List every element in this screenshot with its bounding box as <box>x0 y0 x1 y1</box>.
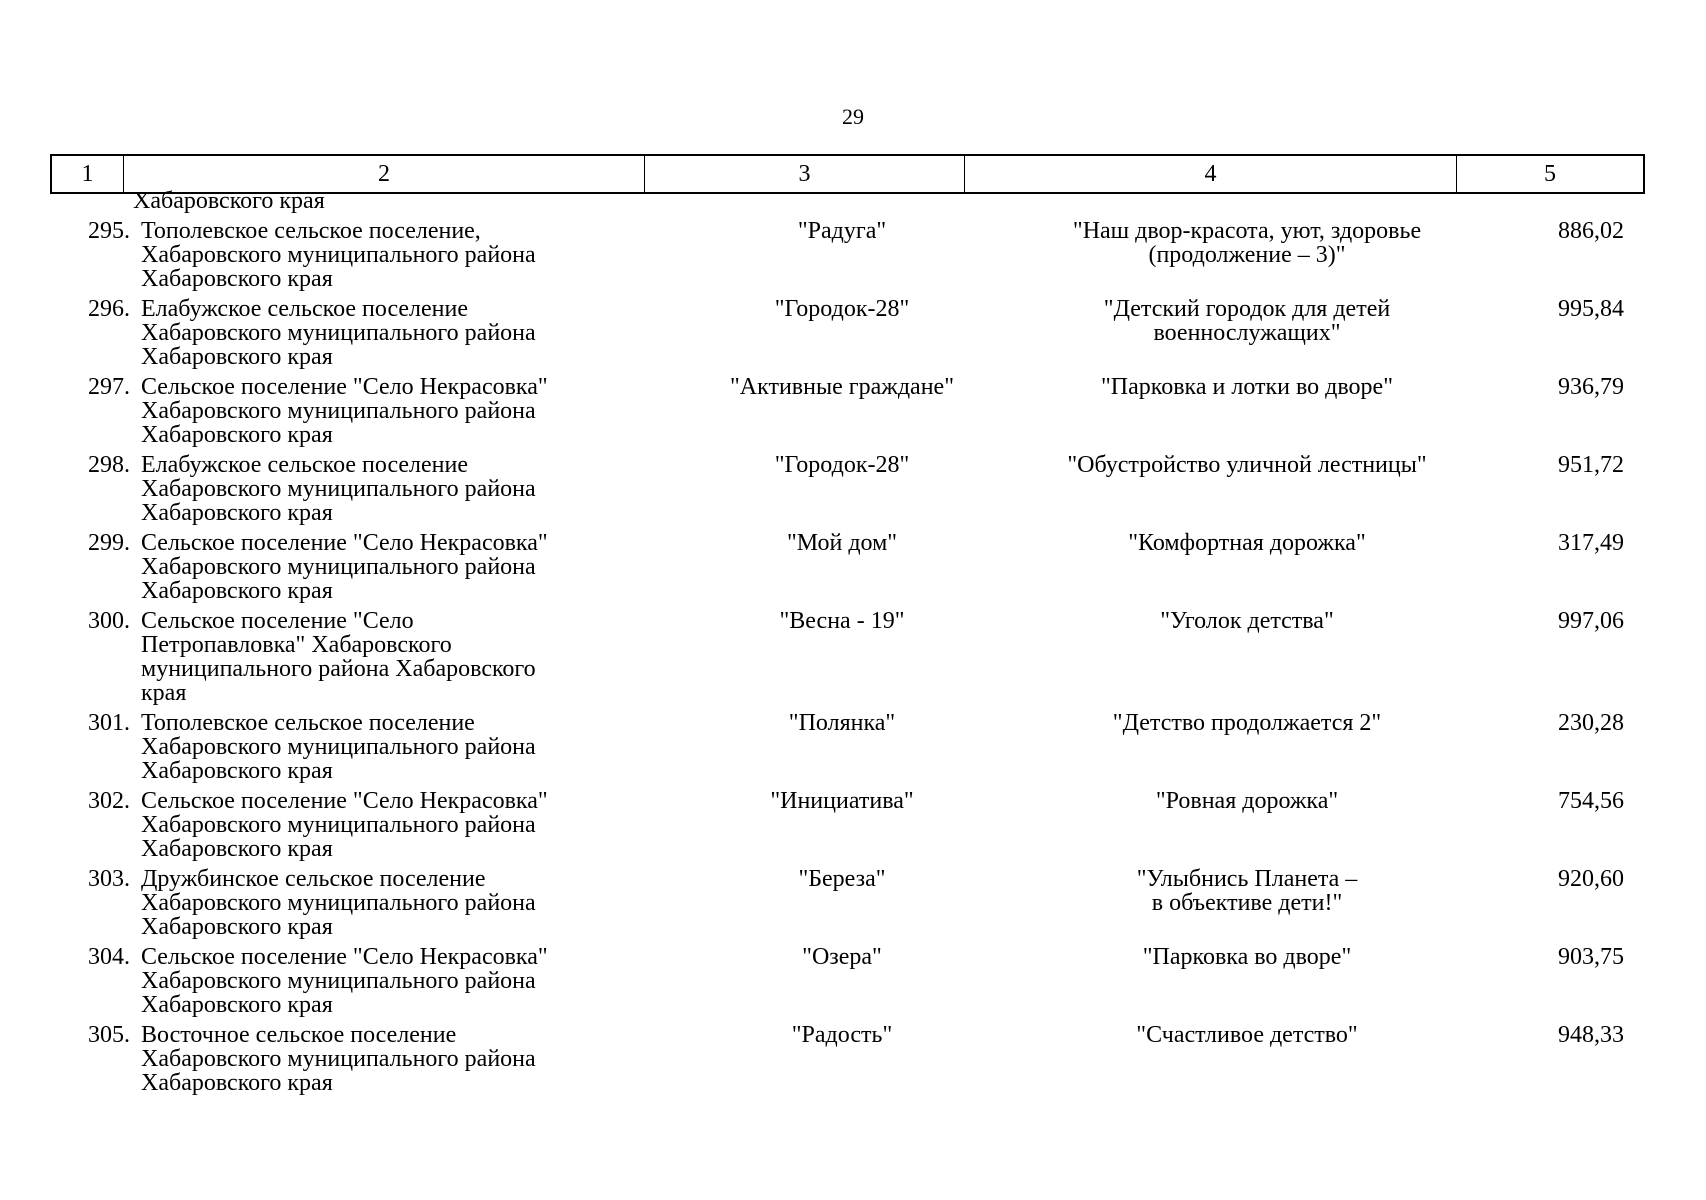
row-number: 298. <box>88 452 130 478</box>
settlement-name-line: Сельское поселение "Село Некрасовка" <box>141 530 548 556</box>
row-number: 299. <box>88 530 130 556</box>
table-row <box>50 945 1650 1017</box>
settlement-name <box>132 297 662 369</box>
settlement-name <box>132 711 662 783</box>
settlement-name-line: Хабаровского муниципального района <box>141 968 536 994</box>
row-number: 295. <box>88 218 130 244</box>
header-col-5: 5 <box>1544 161 1556 187</box>
organization-name: "Радуга" <box>797 218 887 244</box>
row-number: 301. <box>88 710 130 736</box>
settlement-name-line: Хабаровского края <box>141 578 333 604</box>
amount: 903,75 <box>1558 944 1624 970</box>
project-name-line: "Ровная дорожка" <box>1155 788 1339 814</box>
table-row <box>50 375 1650 447</box>
settlement-name-line: Хабаровского края <box>141 500 333 526</box>
project-name <box>1022 375 1472 447</box>
header-col-4: 4 <box>965 156 1457 192</box>
project-name-line: "Улыбнись Планета – <box>1136 866 1358 892</box>
settlement-name-line: Хабаровского муниципального района <box>141 812 536 838</box>
row-number: 302. <box>88 788 130 814</box>
row-number: 300. <box>88 608 130 634</box>
amount: 948,33 <box>1558 1022 1624 1048</box>
organization-name: "Весна - 19" <box>779 608 905 634</box>
organization-name: "Мой дом" <box>786 530 898 556</box>
project-name-line: "Уголок детства" <box>1160 608 1334 634</box>
settlement-name <box>132 219 662 291</box>
project-name-line: "Парковка и лотки во дворе" <box>1101 374 1393 400</box>
project-name-line: (продолжение – 3)" <box>1148 242 1346 268</box>
settlement-name-line: Дружбинское сельское поселение <box>141 866 486 892</box>
organization-name: "Радость" <box>791 1022 893 1048</box>
header-col-3: 3 <box>645 156 965 192</box>
amount: 936,79 <box>1558 374 1624 400</box>
settlement-name <box>132 867 662 939</box>
row-number: 296. <box>88 296 130 322</box>
organization-name: "Активные граждане" <box>730 374 954 400</box>
settlement-name-line: муниципального района Хабаровского <box>141 656 536 682</box>
table-row <box>50 297 1650 369</box>
row-number: 303. <box>88 866 130 892</box>
settlement-name-line: Сельское поселение "Село Некрасовка" <box>141 374 548 400</box>
page-number: 29 <box>842 104 864 129</box>
settlement-name-line: Сельское поселение "Село Некрасовка" <box>141 944 548 970</box>
project-name <box>1022 453 1472 525</box>
settlement-name-line: Петропавловка" Хабаровского <box>141 632 452 658</box>
table-row <box>50 609 1650 705</box>
project-name-line: "Обустройство уличной лестницы" <box>1067 452 1427 478</box>
project-name <box>1022 297 1472 369</box>
table-row <box>50 219 1650 291</box>
settlement-name <box>132 453 662 525</box>
project-name-line: "Комфортная дорожка" <box>1128 530 1366 556</box>
row-number: 304. <box>88 944 130 970</box>
project-name <box>1022 1023 1472 1095</box>
settlement-name <box>132 1023 662 1095</box>
project-name <box>1022 945 1472 1017</box>
project-name-line: "Наш двор-красота, уют, здоровье <box>1072 218 1422 244</box>
settlement-name-line: Хабаровского муниципального района <box>141 554 536 580</box>
settlement-name-line: Елабужское сельское поселение <box>141 452 469 478</box>
settlement-name-line: Хабаровского края <box>141 266 333 292</box>
settlement-name-line: Сельское поселение "Село <box>141 608 414 634</box>
settlement-name-line: Хабаровского муниципального района <box>141 1046 536 1072</box>
settlement-name-line: края <box>141 680 187 706</box>
table-body <box>50 219 1650 1101</box>
project-name <box>1022 867 1472 939</box>
settlement-name-line: Тополевское сельское поселение <box>141 710 475 736</box>
row-number: 305. <box>88 1022 130 1048</box>
settlement-name <box>132 531 662 603</box>
settlement-name-line: Тополевское сельское поселение, <box>141 218 481 244</box>
project-name-line: "Парковка во дворе" <box>1142 944 1352 970</box>
project-name <box>1022 789 1472 861</box>
settlement-name <box>132 789 662 861</box>
settlement-name <box>132 609 662 705</box>
row-number: 297. <box>88 374 130 400</box>
header-col-1: 1 <box>52 156 124 192</box>
settlement-name-line: Хабаровского края <box>141 914 333 940</box>
settlement-name <box>132 375 662 447</box>
project-name-line: "Детский городок для детей <box>1103 296 1391 322</box>
settlement-name-line: Хабаровского края <box>141 836 333 862</box>
organization-name: "Береза" <box>798 866 886 892</box>
organization-name: "Инициатива" <box>770 788 914 814</box>
project-name-line: в объективе дети!" <box>1151 890 1343 916</box>
project-name <box>1022 219 1472 291</box>
organization-name: "Городок-28" <box>774 452 910 478</box>
project-name-line: "Счастливое детство" <box>1136 1022 1358 1048</box>
table-row <box>50 531 1650 603</box>
settlement-name-line: Хабаровского края <box>141 758 333 784</box>
table-row <box>50 789 1650 861</box>
organization-name: "Озера" <box>802 944 882 970</box>
settlement-name-line: Хабаровского муниципального района <box>141 320 536 346</box>
project-name <box>1022 711 1472 783</box>
table-row <box>50 453 1650 525</box>
settlement-name-line: Хабаровского края <box>141 422 333 448</box>
table-row <box>50 1023 1650 1095</box>
organization-name: "Городок-28" <box>774 296 910 322</box>
table-row <box>50 867 1650 939</box>
settlement-name-line: Хабаровского муниципального района <box>141 242 536 268</box>
amount: 886,02 <box>1558 218 1624 244</box>
organization-name: "Полянка" <box>788 710 896 736</box>
project-name-line: "Детство продолжается 2" <box>1112 710 1382 736</box>
settlement-name-line: Хабаровского муниципального района <box>141 890 536 916</box>
amount: 920,60 <box>1558 866 1624 892</box>
amount: 230,28 <box>1558 710 1624 736</box>
settlement-name-line: Хабаровского муниципального района <box>141 398 536 424</box>
settlement-name-line: Хабаровского муниципального района <box>141 734 536 760</box>
settlement-name-line: Елабужское сельское поселение <box>141 296 469 322</box>
settlement-name-line: Хабаровского края <box>141 344 333 370</box>
project-name <box>1022 531 1472 603</box>
settlement-name-line: Сельское поселение "Село Некрасовка" <box>141 788 548 814</box>
table-row <box>50 711 1650 783</box>
settlement-name <box>132 945 662 1017</box>
amount: 995,84 <box>1558 296 1624 322</box>
amount: 951,72 <box>1558 452 1624 478</box>
amount: 754,56 <box>1558 788 1624 814</box>
amount: 317,49 <box>1558 530 1624 556</box>
amount: 997,06 <box>1558 608 1624 634</box>
settlement-name-line: Восточное сельское поселение <box>141 1022 457 1048</box>
settlement-name-line: Хабаровского края <box>141 1070 333 1096</box>
settlement-name-line: Хабаровского муниципального района <box>141 476 536 502</box>
project-name-line: военнослужащих" <box>1153 320 1341 346</box>
header-col-2: 2 <box>124 156 645 192</box>
continuation-text: Хабаровского края <box>133 188 325 214</box>
settlement-name-line: Хабаровского края <box>141 992 333 1018</box>
project-name <box>1022 609 1472 705</box>
